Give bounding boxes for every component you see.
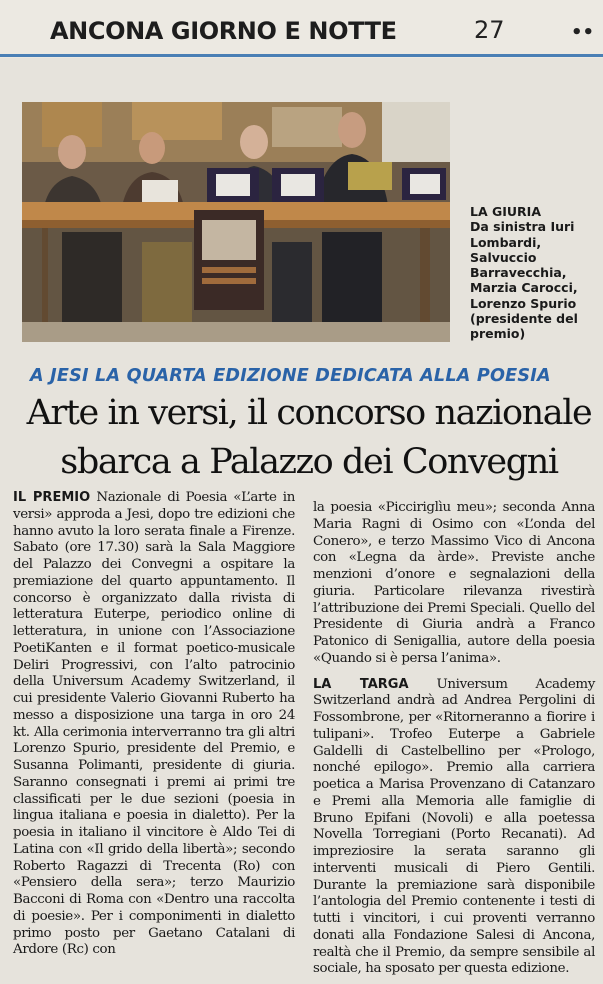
caption-title: LA GIURIA	[470, 204, 542, 219]
caption-text: Da sinistra Iuri Lombardi, Salvuccio Barravecchia, Marzia Carocci, Lorenzo Spurio (presidente del premio)	[470, 219, 578, 342]
article-headline	[24, 389, 594, 487]
right-paragraph-2	[313, 677, 595, 979]
left-paragraph	[13, 490, 295, 959]
article-column-right	[313, 500, 595, 978]
article-column-left	[13, 490, 295, 959]
headline-line-1: Arte in versi, il concorso nazionale	[26, 393, 592, 433]
page-header	[0, 0, 603, 58]
headline-line-2: sbarca a Palazzo dei Convegni	[60, 442, 558, 482]
photo-caption	[470, 204, 600, 342]
page-mark: ••	[571, 22, 595, 43]
jury-photo	[22, 102, 450, 342]
section-title: ANCONA GIORNO E NOTTE	[50, 17, 397, 45]
lead-il-premio: IL PREMIO	[13, 490, 91, 505]
right-paragraph-1: la poesia «Picciriglìu meu»; seconda Anna Maria Ragni di Osimo con «L’onda del Conero», e terzo Massimo Vico di Ancona con «Legna da àrde». Previste anche menzioni d’onore e segnalazioni della giuria. Particolare rilevanza rivestirà l’attribuzione dei Premi Speciali. Quello del Presidente di Giuria andrà a Franco Patonico di Senigallia, autore della poesia «Quando si è persa l’anima».	[313, 500, 595, 666]
header-rule	[0, 54, 603, 57]
article-kicker: A JESI LA QUARTA EDIZIONE DEDICATA ALLA POESIA	[30, 366, 551, 386]
page-number: 27	[474, 16, 505, 44]
right-body-text: Universum Academy Switzerland andrà ad Andrea Pergolini di Fossombrone, per «Ritorneranno a fiorire i tulipani». Trofeo Euterpe a Gabriele Galdelli di Castelbellino per «Prologo, nonché epilogo». Premio alla carriera poetica a Marisa Provenzano di Catanzaro e Premi alla Memoria alle famiglie di Bruno Epifani (Novoli) e alla poetessa Novella Torregiani (Porto Recanati). Ad impreziosire la serata saranno gli interventi musicali di Piero Gentili. Durante la premiazione sarà disponibile l’antologia del Premio contenente i testi di tutti i vincitori, i cui proventi verranno donati alla Fondazione Salesi di Ancona, realtà che il Premio, da sempre sensibile al sociale, ha sposato per questa edizione.	[313, 676, 595, 977]
left-body-text: Nazionale di Poesia «L’arte in versi» approda a Jesi, dopo tre edizioni che hanno avuto la loro serata finale a Firenze. Sabato (ore 17.30) sarà la Sala Maggiore del Palazzo dei Convegni a ospitare la premiazione del quarto appuntamento. Il concorso è organizzato dalla rivista di letteratura Euterpe, periodico online di letteratura, in unione con l’Associazione PoetiKanten e il format poetico-musicale Deliri Progressivi, con l’alto patrocinio della Universum Academy Switzerland, il cui presidente Valerio Giovanni Ruberto ha messo a disposizione una targa in oro 24 kt. Alla cerimonia interverranno tra gli altri Lorenzo Spurio, presidente del Premio, e Susanna Polimanti, presidente di giuria. Saranno consegnati i premi ai primi tre classificati per le due sezioni (poesia in lingua italiana e poesia in dialetto). Per la poesia in italiano il vincitore è Aldo Tei di Latina con «Il grido della libertà»; secondo Roberto Ragazzi di Trecenta (Ro) con «Pensiero della sera»; terzo Maurizio Bacconi di Roma con «Dentro una raccolta di poesie». Per i componimenti in dialetto primo posto per Gaetano Catalani di Ardore (Rc) con	[13, 490, 295, 958]
lead-la-targa: LA TARGA	[313, 676, 409, 692]
